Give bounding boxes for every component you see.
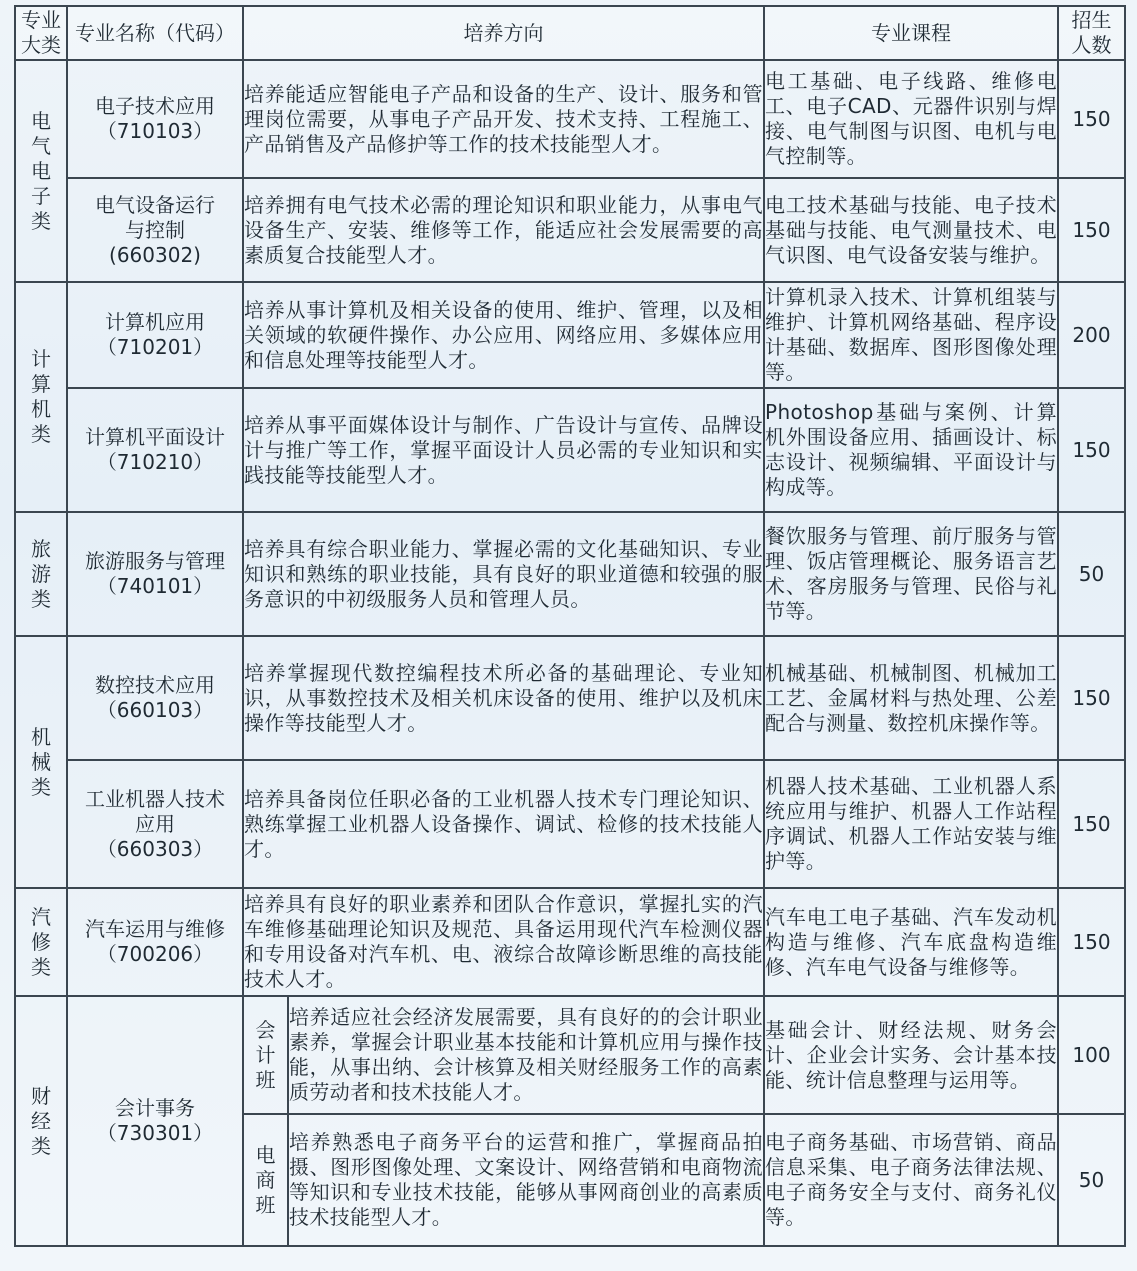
category-cell: 机 械 类 (15, 636, 67, 888)
class-label: 电 商 班 (243, 1114, 288, 1246)
courses-cell: 计算机录入技术、计算机组装与维护、计算机网络基础、程序设计基础、数据库、图形图像处理等。 (764, 282, 1058, 388)
table-row (15, 178, 1125, 282)
header-name: 专业名称（代码） (67, 6, 243, 60)
enrollment-count: 200 (1058, 282, 1125, 388)
header-enrollment: 招生 人数 (1058, 6, 1125, 60)
courses-cell: 电子商务基础、市场营销、商品信息采集、电子商务法律法规、电子商务安全与支付、商务礼仪等。 (764, 1114, 1058, 1246)
enrollment-count: 150 (1058, 388, 1125, 512)
major-name: 计算机应用 （710201） (67, 282, 243, 388)
enrollment-count: 150 (1058, 888, 1125, 996)
enrollment-count: 50 (1058, 1114, 1125, 1246)
major-name: 汽车运用与维修 （700206） (67, 888, 243, 996)
class-label: 会 计 班 (243, 996, 288, 1114)
direction-cell: 培养具有良好的职业素养和团队合作意识，掌握扎实的汽车维修基础理论知识及规范、具备运用现代汽车检测仪器和专用设备对汽车机、电、液综合故障诊断思维的高技能技术人才。 (243, 888, 764, 996)
courses-cell: 电工基础、电子线路、维修电工、电子CAD、元器件识别与焊接、电气制图与识图、电机与电气控制等。 (764, 60, 1058, 178)
table-row (15, 996, 1125, 1114)
major-name: 旅游服务与管理 （740101） (67, 512, 243, 636)
courses-cell: Photoshop基础与案例、计算机外围设备应用、插画设计、标志设计、视频编辑、平面设计与构成等。 (764, 388, 1058, 512)
direction-cell: 培养适应社会经济发展需要，具有良好的的会计职业素养，掌握会计职业基本技能和计算机应用与操作技能，从事出纳、会计核算及相关财经服务工作的高素质劳动者和技术技能人才。 (288, 996, 764, 1114)
header-category: 专业 大类 (15, 6, 67, 60)
direction-cell: 培养掌握现代数控编程技术所必备的基础理论、专业知识，从事数控技术及相关机床设备的使用、维护以及机床操作等技能型人才。 (243, 636, 764, 760)
courses-cell: 机器人技术基础、工业机器人系统应用与维护、机器人工作站程序调试、机器人工作站安装与维护等。 (764, 760, 1058, 888)
courses-cell: 汽车电工电子基础、汽车发动机构造与维修、汽车底盘构造维修、汽车电气设备与维修等。 (764, 888, 1058, 996)
table-row (15, 388, 1125, 512)
table-row (15, 636, 1125, 760)
enrollment-count: 150 (1058, 60, 1125, 178)
enrollment-count: 150 (1058, 178, 1125, 282)
table-row (15, 282, 1125, 388)
category-cell: 旅 游 类 (15, 512, 67, 636)
category-cell: 电 气 电 子 类 (15, 60, 67, 282)
header-direction: 培养方向 (243, 6, 764, 60)
direction-cell: 培养熟悉电子商务平台的运营和推广，掌握商品拍摄、图形图像处理、文案设计、网络营销和电商物流等知识和专业技术技能，能够从事网商创业的高素质技术技能型人才。 (288, 1114, 764, 1246)
major-name: 工业机器人技术 应用 （660303） (67, 760, 243, 888)
table-row (15, 760, 1125, 888)
category-cell: 计 算 机 类 (15, 282, 67, 512)
major-name: 计算机平面设计 （710210） (67, 388, 243, 512)
direction-cell: 培养从事平面媒体设计与制作、广告设计与宣传、品牌设计与推广等工作，掌握平面设计人员必需的专业知识和实践技能等技能型人才。 (243, 388, 764, 512)
table-row (15, 512, 1125, 636)
direction-cell: 培养从事计算机及相关设备的使用、维护、管理，以及相关领域的软硬件操作、办公应用、网络应用、多媒体应用和信息处理等技能型人才。 (243, 282, 764, 388)
enrollment-count: 50 (1058, 512, 1125, 636)
major-name: 会计事务 （730301） (67, 996, 243, 1246)
category-cell: 汽 修 类 (15, 888, 67, 996)
header-row (15, 6, 1125, 60)
major-table (14, 5, 1126, 1247)
enrollment-count: 150 (1058, 760, 1125, 888)
direction-cell: 培养能适应智能电子产品和设备的生产、设计、服务和管理岗位需要，从事电子产品开发、技术支持、工程施工、产品销售及产品修护等工作的技术技能型人才。 (243, 60, 764, 178)
enrollment-count: 150 (1058, 636, 1125, 760)
category-cell: 财 经 类 (15, 996, 67, 1246)
courses-cell: 电工技术基础与技能、电子技术基础与技能、电气测量技术、电气识图、电气设备安装与维护。 (764, 178, 1058, 282)
enrollment-count: 100 (1058, 996, 1125, 1114)
direction-cell: 培养拥有电气技术必需的理论知识和职业能力，从事电气设备生产、安装、维修等工作，能适应社会发展需要的高素质复合技能型人才。 (243, 178, 764, 282)
major-name: 电气设备运行 与控制 (660302) (67, 178, 243, 282)
direction-cell: 培养具有综合职业能力、掌握必需的文化基础知识、专业知识和熟练的职业技能，具有良好的职业道德和较强的服务意识的中初级服务人员和管理人员。 (243, 512, 764, 636)
courses-cell: 基础会计、财经法规、财务会计、企业会计实务、会计基本技能、统计信息整理与运用等。 (764, 996, 1058, 1114)
table-row (15, 60, 1125, 178)
courses-cell: 餐饮服务与管理、前厅服务与管理、饭店管理概论、服务语言艺术、客房服务与管理、民俗与礼节等。 (764, 512, 1058, 636)
major-name: 数控技术应用 （660103） (67, 636, 243, 760)
direction-cell: 培养具备岗位任职必备的工业机器人技术专门理论知识、熟练掌握工业机器人设备操作、调试、检修的技术技能人才。 (243, 760, 764, 888)
courses-cell: 机械基础、机械制图、机械加工工艺、金属材料与热处理、公差配合与测量、数控机床操作等。 (764, 636, 1058, 760)
header-courses: 专业课程 (764, 6, 1058, 60)
table-row (15, 888, 1125, 996)
major-name: 电子技术应用 （710103） (67, 60, 243, 178)
